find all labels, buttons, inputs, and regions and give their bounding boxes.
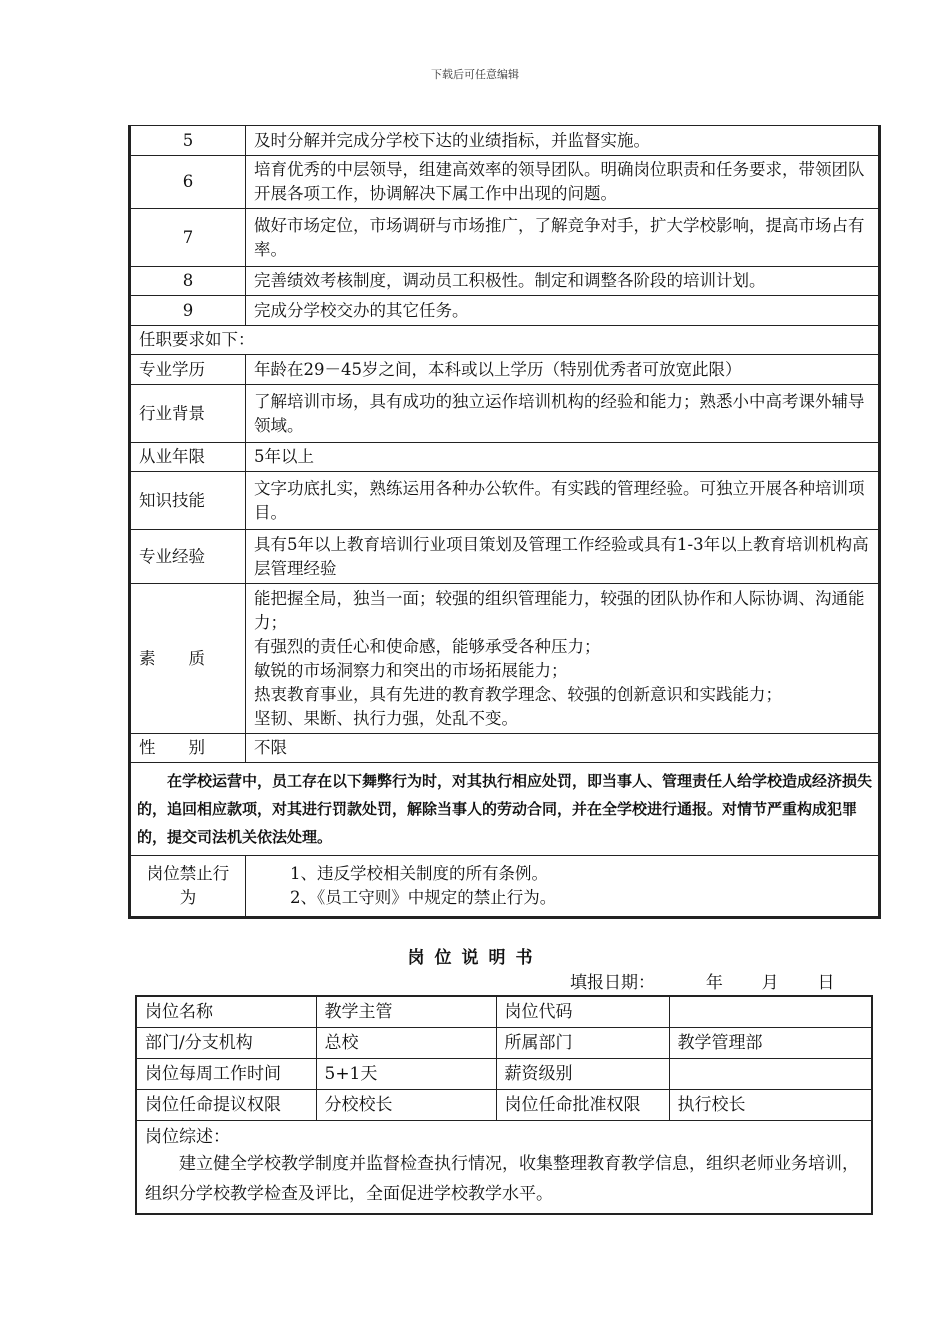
duty-num: 5 — [130, 126, 246, 156]
experience-label: 专业经验 — [130, 530, 246, 584]
field-label: 岗位任命批准权限 — [496, 1090, 669, 1121]
quality-label: 素 质 — [130, 584, 246, 734]
field-label: 薪资级别 — [496, 1059, 669, 1090]
quality-line: 有强烈的责任心和使命感，能够承受各种压力； — [254, 636, 601, 656]
date-month: 月 — [761, 973, 779, 993]
duty-text: 完成分学校交办的其它任务。 — [246, 296, 880, 326]
years-value: 5年以上 — [246, 443, 880, 472]
gender-value: 不限 — [246, 734, 880, 763]
table-row — [130, 296, 880, 326]
duty-num: 6 — [130, 156, 246, 209]
field-value — [669, 1059, 872, 1090]
date-year: 年 — [705, 973, 723, 993]
table-row — [136, 1059, 872, 1090]
duty-text: 完善绩效考核制度，调动员工积极性。制定和调整各阶段的培训计划。 — [246, 267, 880, 296]
field-label: 岗位任命提议权限 — [136, 1090, 316, 1121]
summary-cell — [136, 1121, 872, 1215]
penalty-notice: 在学校运营中，员工存在以下舞弊行为时，对其执行相应处罚，即当事人、管理责任人给学校造成经济损失的，追回相应款项，对其进行罚款处罚，解除当事人的劳动合同，并在全学校进行通报。对情节严重构成犯罪的，提交司法机关依法处理。 — [130, 763, 880, 856]
experience-value: 具有5年以上教育培训行业项目策划及管理工作经验或具有1-3年以上教育培训机构高层管理经验 — [246, 530, 880, 584]
page-header: 下载后可任意编辑 — [431, 68, 519, 81]
requirements-heading: 任职要求如下： — [130, 326, 880, 355]
field-label: 岗位每周工作时间 — [136, 1059, 316, 1090]
table-row — [130, 734, 880, 763]
date-label: 填报日期： — [570, 973, 655, 993]
duty-text: 及时分解并完成分学校下达的业绩指标，并监督实施。 — [246, 126, 880, 156]
prohibited-item: 2、《员工守则》中规定的禁止行为。 — [290, 888, 557, 907]
table-row — [130, 584, 880, 734]
table-row — [136, 996, 872, 1028]
duty-text: 培育优秀的中层领导，组建高效率的领导团队。明确岗位职责和任务要求，带领团队开展各项工作，协调解决下属工作中出现的问题。 — [246, 156, 880, 209]
duty-num: 8 — [130, 267, 246, 296]
quality-line: 敏锐的市场洞察力和突出的市场拓展能力； — [254, 660, 568, 680]
fill-date — [570, 968, 834, 993]
table-row — [136, 1121, 872, 1215]
education-label: 专业学历 — [130, 355, 246, 385]
quality-line: 热衷教育事业，具有先进的教育教学理念、较强的创新意识和实践能力； — [254, 684, 782, 704]
quality-line: 能把握全局，独当一面；较强的组织管理能力，较强的团队协作和人际协调、沟通能力； — [254, 588, 865, 632]
field-value: 教学主管 — [316, 996, 496, 1028]
duty-num: 7 — [130, 209, 246, 267]
field-value — [669, 996, 872, 1028]
field-value: 分校校长 — [316, 1090, 496, 1121]
table-row — [130, 856, 880, 918]
table-row — [136, 1028, 872, 1059]
job-description-title: 岗位说明书 — [407, 948, 543, 968]
field-value: 5+1天 — [316, 1059, 496, 1090]
table-row — [130, 443, 880, 472]
field-label: 所属部门 — [496, 1028, 669, 1059]
skills-label: 知识技能 — [130, 472, 246, 530]
prohibited-item: 1、违反学校相关制度的所有条例。 — [290, 864, 548, 883]
table-row — [130, 385, 880, 443]
table-row — [130, 209, 880, 267]
prohibited-items — [246, 856, 880, 918]
job-description-table — [135, 995, 873, 1215]
quality-value — [246, 584, 880, 734]
field-label: 岗位代码 — [496, 996, 669, 1028]
table-row — [130, 530, 880, 584]
quality-line: 坚韧、果断、执行力强，处乱不变。 — [254, 708, 518, 728]
table-row — [130, 126, 880, 156]
years-label: 从业年限 — [130, 443, 246, 472]
prohibited-label: 岗位禁止行为 — [130, 856, 246, 918]
duties-requirements-table — [128, 125, 881, 919]
table-row — [130, 355, 880, 385]
field-label: 岗位名称 — [136, 996, 316, 1028]
table-row — [130, 472, 880, 530]
table-row — [130, 326, 880, 355]
field-label: 部门/分支机构 — [136, 1028, 316, 1059]
field-value: 总校 — [316, 1028, 496, 1059]
education-value: 年龄在29－45岁之间，本科或以上学历（特别优秀者可放宽此限） — [246, 355, 880, 385]
industry-value: 了解培训市场，具有成功的独立运作培训机构的经验和能力；熟悉小中高考课外辅导领域。 — [246, 385, 880, 443]
table-row — [130, 156, 880, 209]
gender-label: 性 别 — [130, 734, 246, 763]
duty-num: 9 — [130, 296, 246, 326]
table-row — [130, 763, 880, 856]
table-row — [136, 1090, 872, 1121]
date-day: 日 — [817, 973, 835, 993]
field-value: 教学管理部 — [669, 1028, 872, 1059]
summary-label: 岗位综述： — [145, 1127, 230, 1147]
table-row — [130, 267, 880, 296]
skills-value: 文字功底扎实，熟练运用各种办公软件。有实践的管理经验。可独立开展各种培训项目。 — [246, 472, 880, 530]
field-value: 执行校长 — [669, 1090, 872, 1121]
industry-label: 行业背景 — [130, 385, 246, 443]
duty-text: 做好市场定位，市场调研与市场推广，了解竞争对手，扩大学校影响，提高市场占有率。 — [246, 209, 880, 267]
summary-text: 建立健全学校教学制度并监督检查执行情况，收集整理教育教学信息，组织老师业务培训，组织分学校教学检查及评比，全面促进学校教学水平。 — [145, 1154, 859, 1204]
